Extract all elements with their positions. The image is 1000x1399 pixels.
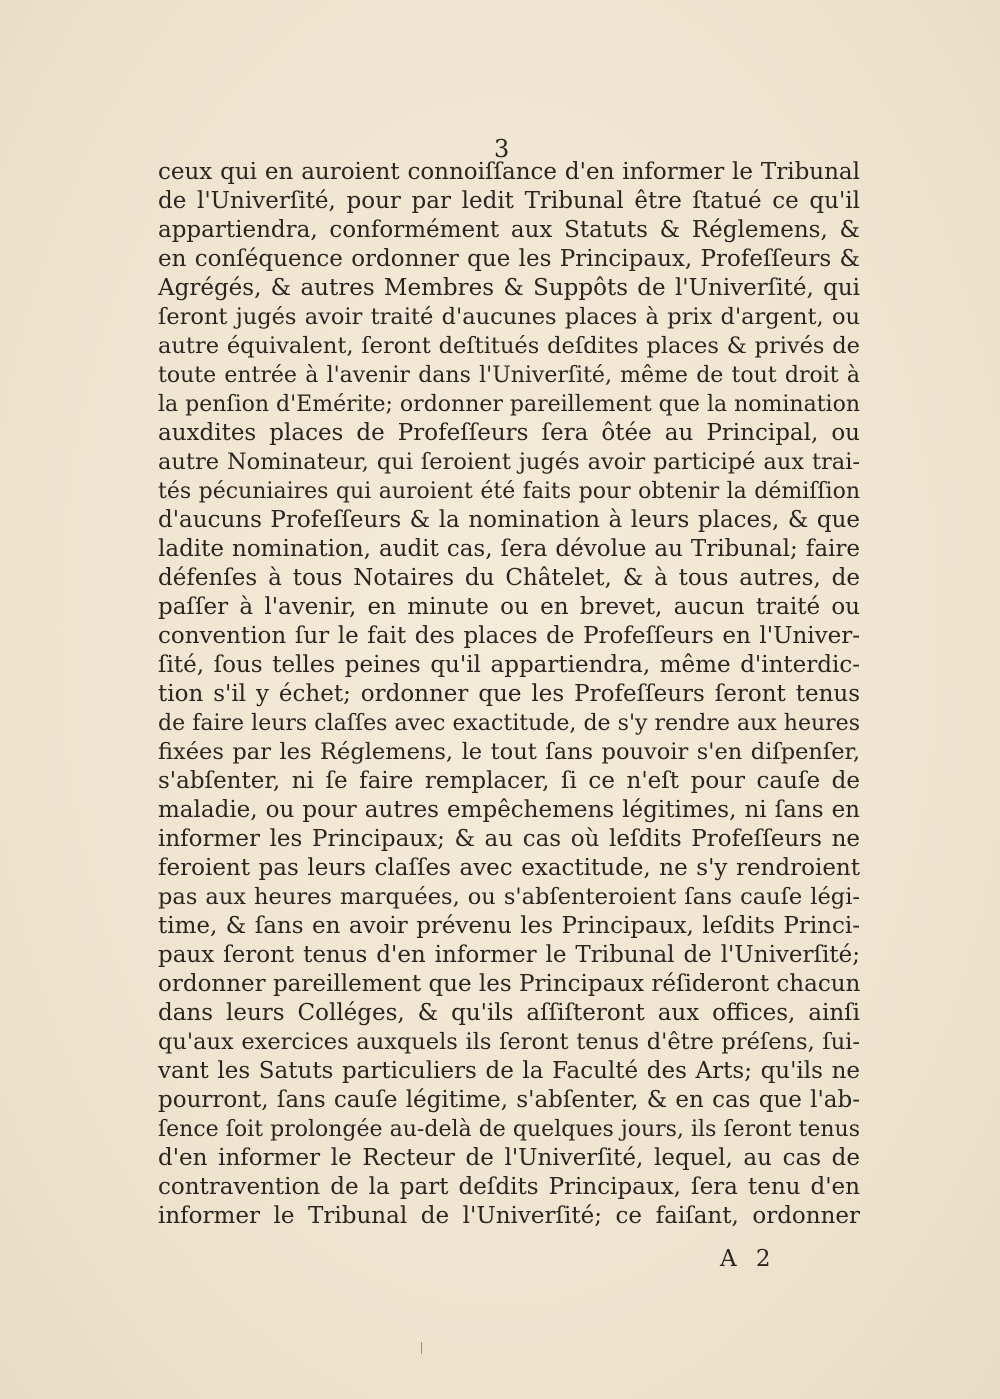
text-line: toute entrée à l'avenir dans l'Univerſité, même de tout droit à [158,363,860,388]
text-line: pourront, ſans cauſe légitime, s'abſenter, & en cas que l'ab- [158,1087,860,1113]
text-line: s'abſenter, ni ſe faire remplacer, ſi ce n'eſt pour cauſe de [158,768,860,794]
text-line: de faire leurs claſſes avec exactitude, de s'y rendre aux heures [158,711,860,736]
text-line: en conſéquence ordonner que les Principaux, Profeſſeurs & [158,246,860,272]
text-line: qu'aux exercices auxquels ils ſeront tenus d'être préſens, ſui- [158,1029,860,1055]
text-line: ordonner pareillement que les Principaux réſideront chacun [158,971,860,997]
text-line: Agrégés, & autres Membres & Suppôts de l'Univerſité, qui [158,275,860,301]
text-line: ſeront jugés avoir traité d'aucunes places à prix d'argent, ou [158,304,860,330]
text-line: informer les Principaux; & au cas où leſdits Profeſſeurs ne [158,826,860,852]
paper-mark [421,1342,422,1354]
text-line: ceux qui en auroient connoiſſance d'en informer le Tribunal [158,159,860,185]
text-line: convention ſur le fait des places de Profeſſeurs en l'Univer- [158,623,860,649]
text-line: ſence ſoit prolongée au-delà de quelques jours, ils ſeront tenus [158,1117,860,1142]
text-line: défenſes à tous Notaires du Châtelet, & à tous autres, de [158,565,860,591]
text-line: autre Nominateur, qui ſeroient jugés avoir participé aux trai- [158,449,860,475]
text-line: appartiendra, conformément aux Statuts & Réglemens, & [158,217,860,243]
text-line: pas aux heures marquées, ou s'abſenteroient ſans cauſe légi- [158,884,860,910]
text-line: informer le Tribunal de l'Univerſité; ce faiſant, ordonner [158,1203,860,1229]
page-number: 3 [494,135,510,163]
text-line: ſité, ſous telles peines qu'il appartiendra, même d'interdic- [158,652,860,678]
text-line: vant les Satuts particuliers de la Faculté des Arts; qu'ils ne [158,1058,860,1084]
text-line: tés pécuniaires qui auroient été faits pour obtenir la démiſſion [158,479,860,504]
text-line: dans leurs Colléges, & qu'ils aſſiſteront aux offices, ainſi [158,1000,860,1026]
text-line: d'aucuns Profeſſeurs & la nomination à leurs places, & que [158,507,860,533]
text-line: contravention de la part deſdits Principaux, ſera tenu d'en [158,1174,860,1200]
text-line: paſſer à l'avenir, en minute ou en brevet, aucun traité ou [158,594,860,620]
text-line: paux ſeront tenus d'en informer le Tribunal de l'Univerſité; [158,942,860,968]
text-line: d'en informer le Recteur de l'Univerſité, lequel, au cas de [158,1145,860,1171]
text-line: maladie, ou pour autres empêchemens légitimes, ni ſans en [158,797,860,823]
text-line: auxdites places de Profeſſeurs ſera ôtée au Principal, ou [158,420,860,446]
text-line: time, & ſans en avoir prévenu les Principaux, leſdits Princi- [158,913,860,939]
text-line: ladite nomination, audit cas, ſera dévolue au Tribunal; faire [158,536,860,562]
body-text [158,158,860,1231]
text-line: fixées par les Réglemens, le tout ſans pouvoir s'en diſpenſer, [158,739,860,765]
text-line: de l'Univerſité, pour par ledit Tribunal être ſtatué ce qu'il [158,188,860,214]
catchword: A 2 [720,1246,777,1272]
text-line: feroient pas leurs claſſes avec exactitude, ne s'y rendroient [158,855,860,881]
text-line: la penſion d'Emérite; ordonner pareillement que la nomination [158,392,860,417]
text-line: tion s'il y échet; ordonner que les Profeſſeurs ſeront tenus [158,681,860,707]
text-line: autre équivalent, ſeront deſtitués deſdites places & privés de [158,333,860,359]
